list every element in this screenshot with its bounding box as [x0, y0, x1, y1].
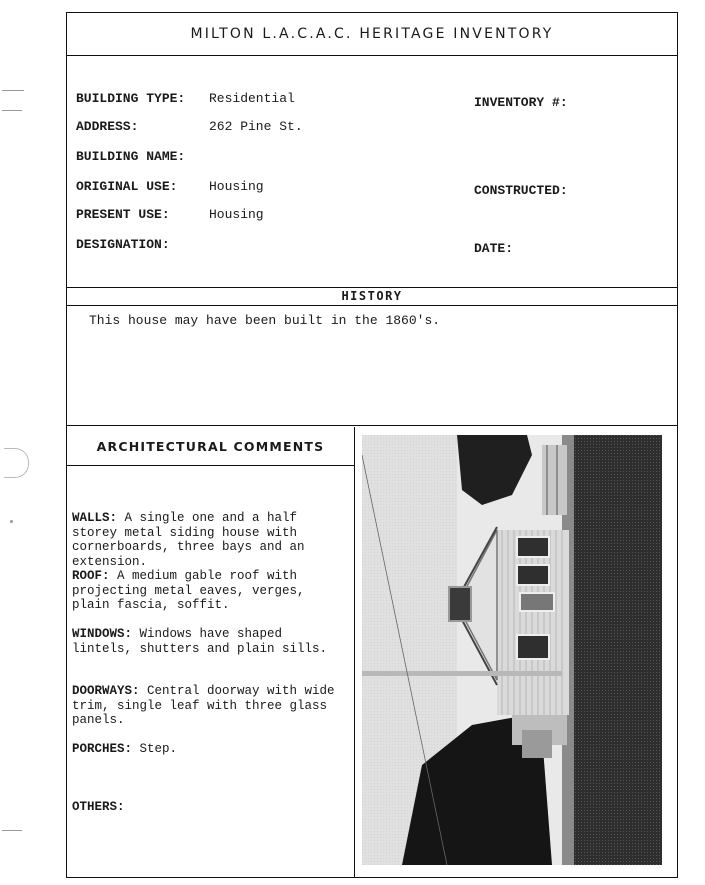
photo-column: [354, 427, 677, 877]
designation-row: [76, 237, 456, 252]
house-photo: [362, 435, 662, 865]
roof-text: A medium gable roof with projecting metal eaves, verges, plain fascia, soffit.: [72, 569, 305, 612]
history-section: [67, 305, 677, 426]
date-label: DATE:: [474, 241, 514, 256]
address-value: 262 Pine St.: [209, 119, 303, 134]
others-label: OTHERS:: [72, 800, 125, 814]
inventory-form: [66, 12, 678, 878]
original-use-row: [76, 179, 456, 194]
roof-label: ROOF:: [72, 569, 110, 583]
porches-text: Step.: [139, 742, 178, 756]
designation-label: DESIGNATION:: [76, 237, 170, 252]
doorways-text: Central doorway with wide trim, single leaf with three glass panels.: [72, 684, 335, 727]
others-paragraph: [72, 800, 347, 815]
present-use-row: [76, 207, 456, 222]
constructed-label: CONSTRUCTED:: [474, 183, 568, 198]
building-type-value: Residential: [209, 91, 295, 106]
architectural-comments-column: [67, 427, 355, 877]
scan-mark: [10, 520, 13, 523]
porches-paragraph: [72, 742, 347, 757]
building-type-label: BUILDING TYPE:: [76, 91, 186, 106]
building-name-row: [76, 149, 456, 164]
walls-text: A single one and a half storey metal siding house with cornerboards, three bays and an extension.: [72, 511, 305, 569]
walls-label: WALLS:: [72, 511, 118, 525]
date-row: [474, 241, 513, 256]
lower-section: [67, 427, 677, 877]
address-row: [76, 119, 456, 134]
porches-label: PORCHES:: [72, 742, 133, 756]
present-use-label: PRESENT USE:: [76, 207, 170, 222]
original-use-value: Housing: [209, 179, 264, 194]
scan-mark: [4, 448, 29, 478]
scan-mark: [2, 90, 24, 91]
windows-text: Windows have shaped lintels, shutters and plain sills.: [72, 627, 328, 656]
walls-paragraph: [72, 511, 347, 569]
history-text: This house may have been built in the 1860's.: [89, 313, 441, 328]
doorways-paragraph: [72, 684, 347, 728]
doorways-label: DOORWAYS:: [72, 684, 140, 698]
windows-label: WINDOWS:: [72, 627, 133, 641]
windows-paragraph: [72, 627, 347, 656]
inventory-number-row: [474, 95, 568, 110]
building-info-section: [67, 55, 677, 288]
architectural-comments-heading: ARCHITECTURAL COMMENTS: [67, 427, 354, 466]
building-type-row: [76, 91, 456, 106]
constructed-row: [474, 183, 568, 198]
original-use-label: ORIGINAL USE:: [76, 179, 178, 194]
scan-mark: [2, 830, 22, 831]
form-title: MILTON L.A.C.A.C. HERITAGE INVENTORY: [67, 13, 677, 56]
address-label: ADDRESS:: [76, 119, 139, 134]
building-name-label: BUILDING NAME:: [76, 149, 186, 164]
roof-paragraph: [72, 569, 347, 613]
present-use-value: Housing: [209, 207, 264, 222]
history-heading: HISTORY: [67, 287, 677, 306]
inventory-number-label: INVENTORY #:: [474, 95, 568, 110]
scan-mark: [2, 110, 22, 111]
